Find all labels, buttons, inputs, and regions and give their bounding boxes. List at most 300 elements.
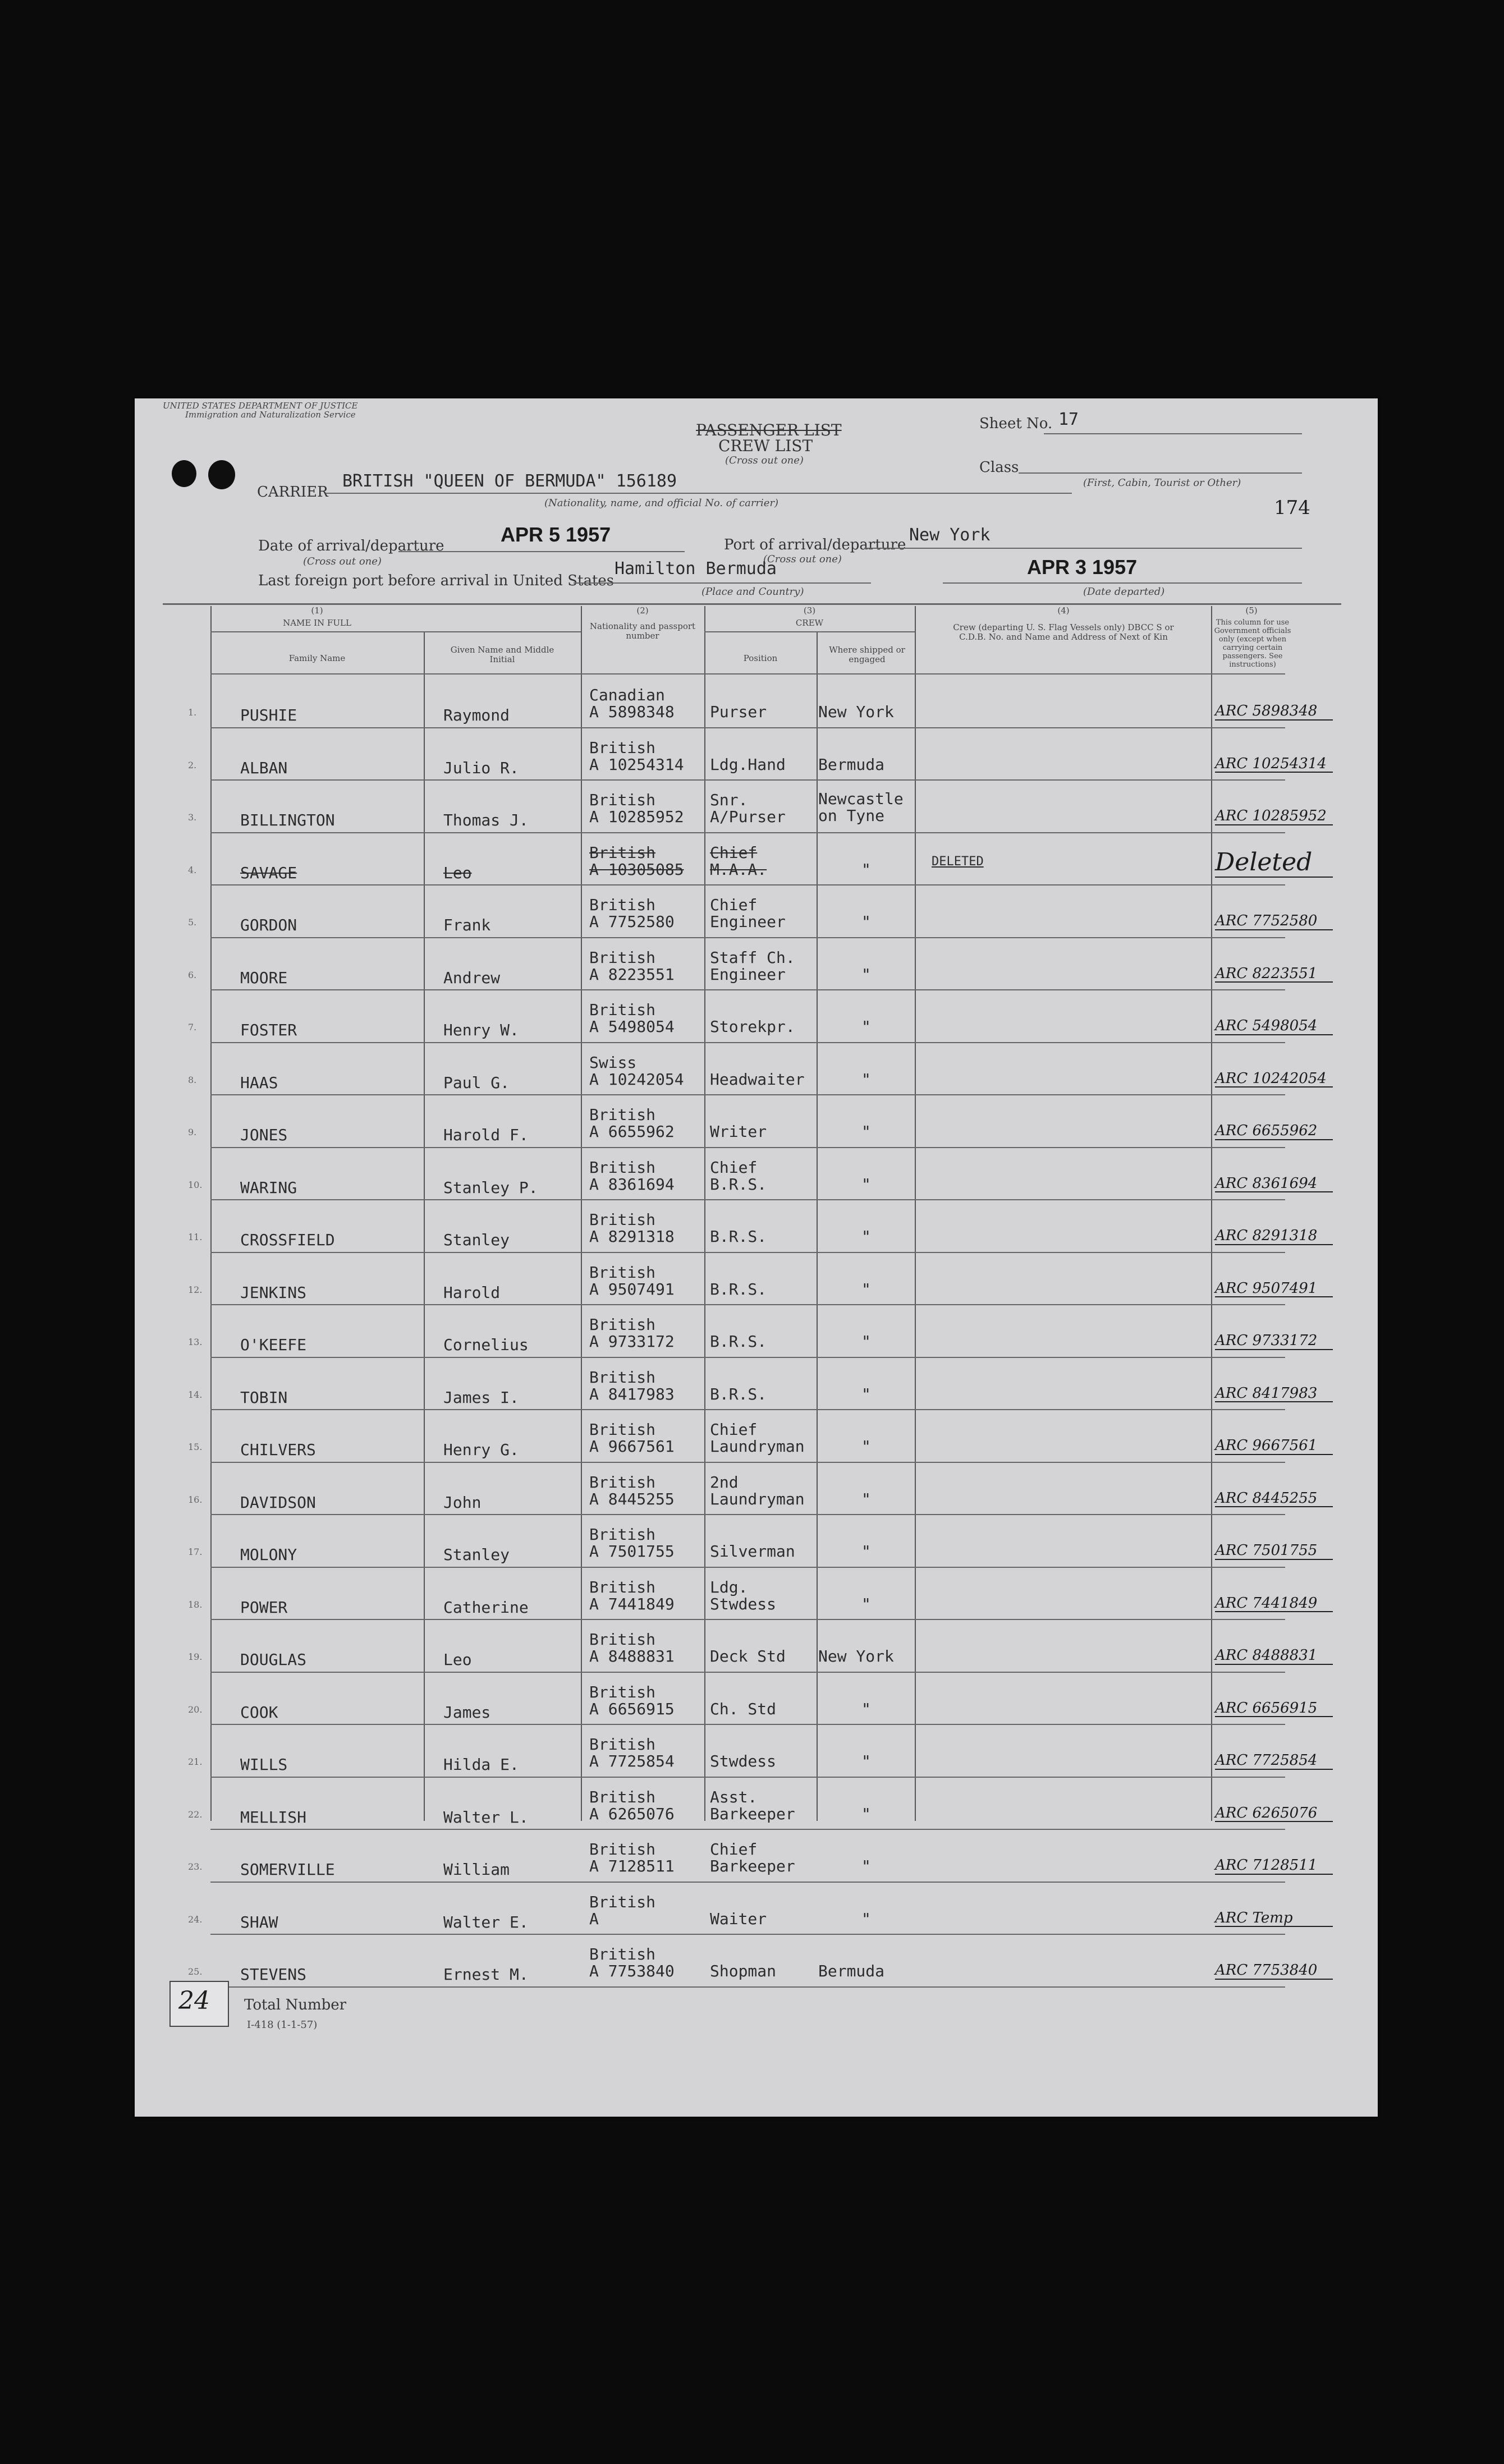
cell-where: New York [818, 703, 894, 721]
cell-pos2: B.R.S. [710, 1227, 767, 1246]
cell-gov: Deleted [1215, 847, 1313, 877]
cell-where: " [861, 1909, 871, 1928]
cell-nat: British [589, 1105, 656, 1124]
cell-nat: British [589, 791, 656, 809]
gov-underline [1215, 1716, 1333, 1717]
table-row [135, 884, 1378, 937]
table-row [135, 1252, 1378, 1305]
cell-gov: ARC 6656915 [1215, 1699, 1318, 1717]
cell-nat: British [589, 1001, 656, 1019]
cell-pass: A 6655962 [589, 1122, 675, 1141]
cell-n: 9. [188, 1127, 197, 1137]
port-label: Port of arrival/departure [724, 536, 906, 553]
subhead-rule-1 [210, 631, 581, 632]
cell-pass: A 9733172 [589, 1332, 675, 1351]
col3b-header: Where shipped or engaged [829, 645, 905, 664]
cell-nat: British [589, 1210, 656, 1229]
cell-gov: ARC 7441849 [1215, 1594, 1318, 1612]
arrival-label: Date of arrival/departure [258, 538, 444, 554]
cell-family: MELLISH [240, 1807, 307, 1827]
table-top-rule [163, 603, 1341, 605]
table-row [135, 1934, 1378, 1986]
cell-given: Henry G. [443, 1440, 519, 1459]
cell-n: 20. [188, 1704, 203, 1715]
total-handwritten: 24 [178, 1986, 210, 2015]
gov-underline [1215, 1611, 1333, 1612]
departed-underline [943, 582, 1302, 584]
cell-pass: A 8291318 [589, 1227, 675, 1246]
cell-n: 25. [188, 1966, 203, 1977]
cell-pass: A 8488831 [589, 1647, 675, 1665]
cell-pass: A 8417983 [589, 1384, 675, 1403]
sheet-number: 17 [1058, 410, 1079, 429]
gov-underline [1215, 877, 1333, 878]
table-row [135, 1829, 1378, 1882]
cell-where: " [861, 1594, 871, 1613]
cell-n: 10. [188, 1179, 203, 1190]
crew-list-sheet [135, 398, 1378, 2117]
cell-where: " [861, 1804, 871, 1823]
cell-n: 1. [188, 707, 197, 718]
cell-pos1: Snr. [710, 791, 748, 809]
cell-n: 24. [188, 1914, 203, 1925]
cell-given: Frank [443, 916, 491, 934]
cell-gov: ARC 8417983 [1215, 1384, 1318, 1402]
cell-given: Thomas J. [443, 811, 529, 829]
cell-given: Stanley P. [443, 1178, 538, 1197]
cell-pos1: 2nd [710, 1472, 739, 1492]
cell-pos1: Staff Ch. [710, 948, 795, 967]
cell-nat: Swiss [589, 1053, 637, 1072]
cell-gov: ARC 8361694 [1215, 1174, 1318, 1192]
cell-pos2: B.R.S. [710, 1279, 767, 1298]
cell-pass: A 5898348 [589, 703, 675, 721]
cell-family: DOUGLAS [240, 1650, 307, 1669]
cell-pos2: Laundryman [710, 1489, 805, 1508]
cell-nat: British [589, 738, 656, 757]
class-note: (First, Cabin, Tourist or Other) [1083, 477, 1241, 489]
table-row [135, 1619, 1378, 1672]
cell-n: 23. [188, 1861, 203, 1872]
cell-where: " [861, 1174, 871, 1194]
cell-where: " [861, 1070, 871, 1089]
cell-pos2: Stwdess [710, 1594, 777, 1613]
col1b-header: Given Name and Middle Initial [450, 645, 554, 664]
gov-underline [1215, 1034, 1333, 1035]
cell-given: Harold F. [443, 1126, 529, 1144]
cell-where: " [861, 965, 871, 984]
last-port-label: Last foreign port before arrival in United States [258, 572, 615, 589]
table-row [135, 1882, 1378, 1934]
port-value: New York [909, 525, 991, 545]
cell-family: SOMERVILLE [240, 1860, 335, 1879]
agency-line-2: Immigration and Naturalization Service [185, 410, 356, 420]
cell-pass: A [589, 1909, 599, 1928]
cell-where: " [861, 1752, 871, 1770]
cell-family: JONES [240, 1126, 288, 1144]
cell-given: James I. [443, 1388, 519, 1407]
cell-given: Stanley [443, 1545, 510, 1564]
cell-pass: A 7441849 [589, 1594, 675, 1613]
gov-underline [1215, 1401, 1333, 1402]
cell-gov: ARC 10285952 [1215, 807, 1327, 824]
cell-nat: British [589, 843, 656, 862]
col1-title: NAME IN FULL [283, 618, 351, 628]
cell-pos1: Chief [710, 843, 758, 862]
cell-family: SAVAGE [240, 863, 297, 882]
cell-gov: ARC 5498054 [1215, 1017, 1318, 1034]
col3a-header: Position [743, 653, 778, 663]
cell-given: Paul G. [443, 1073, 510, 1092]
gov-underline [1215, 1349, 1333, 1350]
cell-gov: ARC 8223551 [1215, 965, 1318, 982]
carrier-value: BRITISH "QUEEN OF BERMUDA" 156189 [342, 471, 677, 491]
cell-pos1: Chief [710, 896, 758, 914]
cell-gov: ARC 8488831 [1215, 1647, 1318, 1664]
cell-where: " [861, 1279, 871, 1298]
cell-where: " [861, 1857, 871, 1875]
cell-family: JENKINS [240, 1283, 307, 1302]
gov-underline [1215, 1769, 1333, 1770]
last-port-note: (Place and Country) [701, 586, 804, 598]
last-port-underline [574, 582, 871, 584]
cell-where: " [861, 1384, 871, 1403]
cell-nat: British [589, 1315, 656, 1334]
passenger-list-title: PASSENGER LIST [696, 421, 842, 439]
sheet-label: Sheet No. [979, 415, 1053, 432]
col2-num: (2) [636, 605, 649, 616]
col2-header: Nationality and passport number [589, 621, 696, 641]
cell-nat: British [589, 948, 656, 967]
col3-title: CREW [795, 618, 824, 628]
col5-header: This column for use Government officials only (except when carrying certain passengers. See instructions) [1214, 618, 1291, 669]
cell-pos2: B.R.S. [710, 1332, 767, 1351]
gov-underline [1215, 929, 1333, 930]
cell-family: O'KEEFE [240, 1336, 307, 1354]
cell-n: 5. [188, 917, 197, 928]
sheet-underline [1044, 433, 1302, 434]
cell-pass: A 10254314 [589, 755, 684, 774]
cell-pos2: B.R.S. [710, 1384, 767, 1403]
cell-nat: British [589, 1892, 656, 1911]
cell-nat: British [589, 1368, 656, 1387]
gov-underline [1215, 981, 1333, 983]
cell-where: " [861, 1489, 871, 1508]
cell-where: " [861, 1017, 871, 1036]
cell-given: Henry W. [443, 1021, 519, 1039]
cell-nat: British [589, 1787, 656, 1806]
col3-num: (3) [803, 605, 816, 616]
cell-pos2: B.R.S. [710, 1174, 767, 1194]
cell-given: Andrew [443, 968, 501, 987]
gov-underline [1215, 1454, 1333, 1455]
gov-underline [1215, 1559, 1333, 1560]
cell-given: Julio R. [443, 758, 519, 777]
cell-n: 4. [188, 864, 197, 875]
table-row [135, 674, 1378, 727]
cell-pass: A 7501755 [589, 1542, 675, 1561]
cell-n: 11. [188, 1232, 203, 1242]
carrier-underline [325, 493, 1072, 494]
cell-gov: ARC 9733172 [1215, 1332, 1318, 1349]
cell-family: GORDON [240, 916, 297, 934]
table-row [135, 1462, 1378, 1515]
carrier-note: (Nationality, name, and official No. of carrier) [544, 497, 779, 509]
cell-where: New York [818, 1647, 894, 1665]
cell-pass: A 10305085 [589, 860, 684, 879]
cell-n: 18. [188, 1599, 203, 1610]
cell-family: SHAW [240, 1912, 278, 1931]
table-row [135, 1409, 1378, 1462]
title-note: (Cross out one) [725, 455, 804, 466]
cell-family: MOORE [240, 968, 288, 987]
cell-where: Bermuda [818, 755, 885, 774]
cell-given: William [443, 1860, 510, 1879]
cell-where: " [861, 860, 871, 879]
cell-given: Leo [443, 863, 472, 882]
cell-given: John [443, 1493, 482, 1512]
cell-family: MOLONY [240, 1545, 297, 1564]
table-row [135, 1672, 1378, 1724]
gov-underline [1215, 1086, 1333, 1088]
cell-nat: Canadian [589, 686, 665, 704]
cell-n: 3. [188, 812, 197, 823]
cell-n: 15. [188, 1442, 203, 1452]
cell-given: Catherine [443, 1598, 529, 1617]
table-row [135, 727, 1378, 780]
cell-nat: British [589, 1630, 656, 1649]
class-underline [1019, 472, 1302, 474]
gov-underline [1215, 1139, 1333, 1140]
cell-given: Harold [443, 1283, 501, 1302]
cell-pass: A 7725854 [589, 1752, 675, 1770]
cell-pass: A 6656915 [589, 1699, 675, 1718]
cell-nat: British [589, 1945, 656, 1963]
cell-pos2: Stwdess [710, 1752, 777, 1770]
cell-nat: British [589, 1735, 656, 1754]
cell-where: " [861, 1542, 871, 1561]
cell-n: 2. [188, 759, 197, 770]
port-underline [864, 548, 1302, 549]
cell-pass: A 8223551 [589, 965, 675, 984]
table-row [135, 1094, 1378, 1147]
cell-pos2: Deck Std [710, 1647, 786, 1665]
cell-pos2: Shopman [710, 1962, 777, 1980]
cell-n: 14. [188, 1389, 203, 1400]
cell-pos2: Barkeeper [710, 1804, 795, 1823]
last-port-value: Hamilton Bermuda [615, 559, 777, 579]
cell-pos2: Storekpr. [710, 1017, 795, 1036]
cell-nat: British [589, 1158, 656, 1177]
cell-gov: ARC 7752580 [1215, 912, 1318, 929]
cell-n: 6. [188, 969, 197, 980]
table-row [135, 779, 1378, 832]
cell-pos2: Silverman [710, 1542, 795, 1561]
cell-pos2: Engineer [710, 965, 786, 984]
table-row [135, 989, 1378, 1042]
cell-nat: British [589, 1840, 656, 1859]
cell-given: Leo [443, 1650, 472, 1669]
cell-pos2: A/Purser [710, 807, 786, 826]
cell-pass: A 10242054 [589, 1070, 684, 1089]
cell-gov: ARC 7501755 [1215, 1542, 1318, 1559]
table-row [135, 1304, 1378, 1357]
cell-nat: British [589, 1682, 656, 1701]
cell-gov: ARC 7725854 [1215, 1752, 1318, 1769]
cell-nat: British [589, 1263, 656, 1282]
cell-where: " [861, 1227, 871, 1246]
table-row [135, 1724, 1378, 1777]
cell-pass: A 9507491 [589, 1279, 675, 1298]
cell-family: CROSSFIELD [240, 1231, 335, 1249]
gov-underline [1215, 1979, 1333, 1980]
cell-pass: A 10285952 [589, 807, 684, 826]
cell-where: " [861, 1437, 871, 1456]
gov-underline [1215, 1821, 1333, 1822]
cell-pass: A 7128511 [589, 1857, 675, 1875]
cell-pos2: Laundryman [710, 1437, 805, 1456]
gov-underline [1215, 1191, 1333, 1192]
cell-pos2: Engineer [710, 912, 786, 931]
cell-pos2: Ch. Std [710, 1699, 777, 1718]
table-row [135, 1042, 1378, 1095]
gov-underline [1215, 1506, 1333, 1507]
cell-gov: ARC 10254314 [1215, 755, 1327, 772]
table-row [135, 1199, 1378, 1252]
table-row [135, 1514, 1378, 1567]
cell-gov: ARC 7128511 [1215, 1857, 1318, 1874]
cell-nat: British [589, 1472, 656, 1492]
cell-pass: A 8361694 [589, 1174, 675, 1194]
cell-where: " [861, 912, 871, 931]
cell-remarks: DELETED [932, 854, 984, 869]
col4-num: (4) [1057, 605, 1070, 616]
gov-underline [1215, 1926, 1333, 1927]
total-label: Total Number [244, 1997, 347, 2013]
table-row [135, 1777, 1378, 1829]
page-stamp: 174 [1274, 497, 1310, 519]
gov-underline [1215, 1874, 1333, 1875]
cell-pass: A 8445255 [589, 1489, 675, 1508]
table-row [135, 1357, 1378, 1410]
carrier-label: CARRIER [257, 484, 328, 501]
subhead-rule-3 [704, 631, 915, 632]
cell-n: 12. [188, 1284, 203, 1295]
cell-nat: British [589, 1420, 656, 1439]
cell-gov: ARC 6655962 [1215, 1122, 1318, 1139]
departed-date-stamp: APR 3 1957 [1027, 556, 1138, 579]
cell-gov: ARC 8291318 [1215, 1227, 1318, 1244]
cell-given: Walter E. [443, 1912, 529, 1931]
cell-pass: A 7753840 [589, 1962, 675, 1980]
cell-pos2: M.A.A. [710, 860, 767, 879]
arrival-underline [398, 551, 685, 552]
cell-n: 22. [188, 1809, 203, 1820]
cell-gov: ARC 9667561 [1215, 1437, 1318, 1454]
gov-underline [1215, 772, 1333, 773]
row-rule [210, 1986, 1285, 1988]
cell-nat: British [589, 1525, 656, 1544]
col4-header: Crew (departing U. S. Flag Vessels only) DBCC S or C.D.B. No. and Name and Address of Next of Kin [953, 622, 1174, 642]
cell-pos1: Chief [710, 1158, 758, 1177]
cell-pos2: Purser [710, 703, 767, 721]
cell-family: WARING [240, 1178, 297, 1197]
cell-given: Hilda E. [443, 1755, 519, 1774]
cell-given: Raymond [443, 706, 510, 724]
cell-family: BILLINGTON [240, 811, 335, 829]
cell-given: Walter L. [443, 1807, 529, 1827]
cell-nat: British [589, 896, 656, 914]
cell-pass: A 7752580 [589, 912, 675, 931]
cell-pos1: Ldg. [710, 1577, 748, 1596]
cell-where: " [861, 1332, 871, 1351]
cell-n: 19. [188, 1651, 203, 1662]
arrival-note: (Cross out one) [303, 556, 382, 567]
col5-num: (5) [1245, 605, 1258, 616]
cell-family: ALBAN [240, 758, 288, 777]
cell-family: PUSHIE [240, 706, 297, 724]
cell-pos2: Headwaiter [710, 1070, 805, 1089]
cell-pos2: Ldg.Hand [710, 755, 786, 774]
form-number: I-418 (1-1-57) [247, 2019, 318, 2031]
cell-family: POWER [240, 1598, 288, 1617]
cell-n: 21. [188, 1756, 203, 1767]
cell-gov: ARC 7753840 [1215, 1962, 1318, 1979]
cell-pos1: Chief [710, 1840, 758, 1859]
cell-family: TOBIN [240, 1388, 288, 1407]
gov-underline [1215, 719, 1333, 721]
cell-where: " [861, 1122, 871, 1141]
cell-gov: ARC 8445255 [1215, 1489, 1318, 1507]
cell-family: STEVENS [240, 1965, 307, 1984]
cell-given: Ernest M. [443, 1965, 529, 1984]
gov-underline [1215, 1296, 1333, 1297]
arrival-date-stamp: APR 5 1957 [501, 523, 611, 546]
cell-n: 8. [188, 1074, 197, 1085]
cell-n: 7. [188, 1022, 197, 1033]
gov-underline [1215, 1664, 1333, 1665]
departed-note: (Date departed) [1083, 586, 1165, 598]
cell-n: 13. [188, 1337, 203, 1347]
table-row [135, 937, 1378, 990]
cell-gov: ARC Temp [1215, 1909, 1293, 1926]
cell-family: DAVIDSON [240, 1493, 316, 1512]
port-note: (Cross out one) [763, 553, 842, 565]
cell-pos1: Chief [710, 1420, 758, 1439]
cell-gov: ARC 9507491 [1215, 1279, 1318, 1297]
cell-given: Cornelius [443, 1336, 529, 1354]
cell-nat: British [589, 1577, 656, 1596]
class-label: Class [979, 459, 1019, 476]
ink-blots [168, 455, 241, 494]
cell-n: 17. [188, 1547, 203, 1557]
table-row [135, 1147, 1378, 1200]
table-row [135, 832, 1378, 885]
col1-num: (1) [311, 605, 323, 616]
cell-pos2: Barkeeper [710, 1857, 795, 1875]
cell-given: James [443, 1703, 491, 1722]
cell-pos1: Asst. [710, 1787, 758, 1806]
cell-where: Bermuda [818, 1962, 885, 1980]
cell-gov: ARC 6265076 [1215, 1804, 1318, 1821]
cell-pos2: Waiter [710, 1909, 767, 1928]
cell-given: Stanley [443, 1231, 510, 1249]
col1a-header: Family Name [288, 653, 346, 663]
cell-family: FOSTER [240, 1021, 297, 1039]
cell-gov: ARC 5898348 [1215, 703, 1318, 719]
cell-pos2: Writer [710, 1122, 767, 1141]
cell-family: WILLS [240, 1755, 288, 1774]
